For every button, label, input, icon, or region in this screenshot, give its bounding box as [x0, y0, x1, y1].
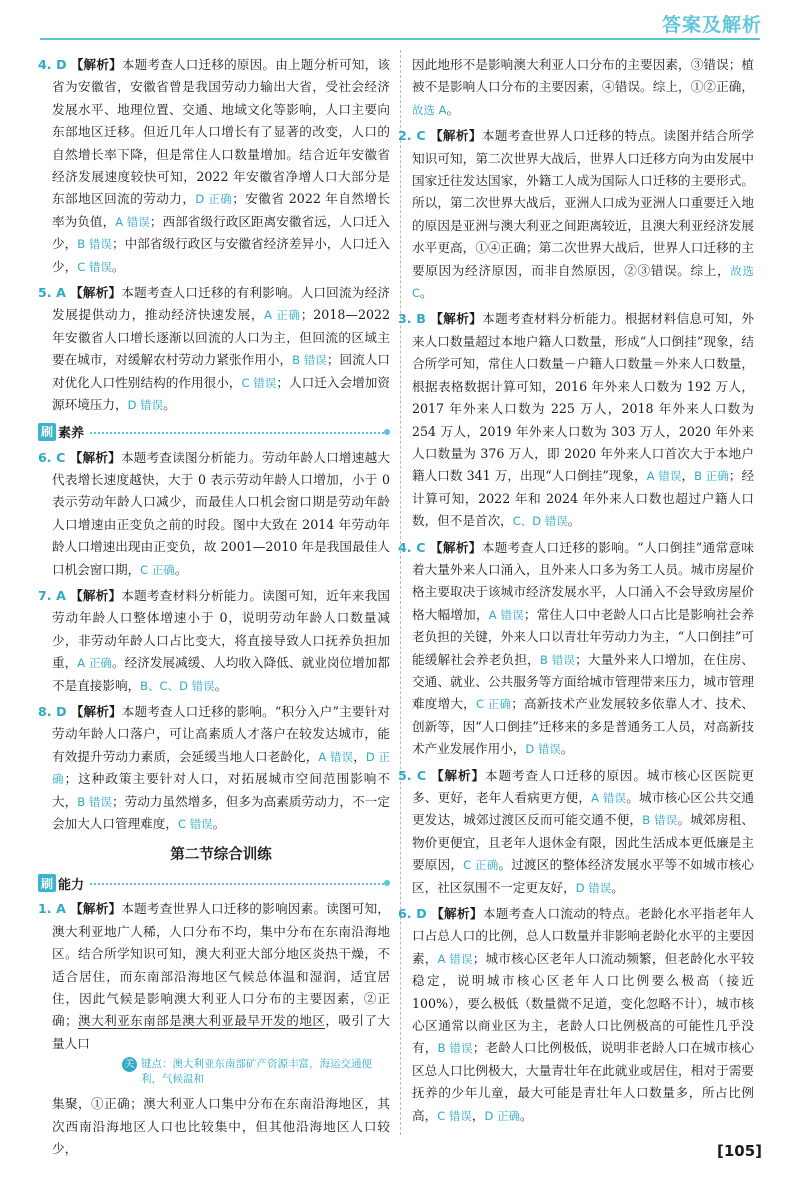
verdict-highlight: C 错误 [241, 375, 277, 390]
answer-number: 7. A [38, 587, 66, 603]
verdict-highlight: A 错误 [437, 951, 473, 966]
answer-number: 4. D [38, 57, 67, 72]
key-point-callout [122, 1057, 390, 1087]
header-divider [40, 38, 760, 40]
left-column [38, 54, 391, 1164]
verdict-highlight: B、C、D 错误 [140, 678, 215, 693]
verdict-highlight: B 正确 [694, 469, 729, 484]
verdict-highlight: D 错误 [127, 398, 164, 413]
analysis-tag: 【解析】 [429, 539, 482, 555]
brush-icon: 刷 [38, 874, 56, 892]
column-divider [400, 50, 401, 1135]
analysis-tag: 【解析】 [69, 449, 121, 465]
page-number: [105] [716, 1142, 762, 1160]
dot-icon [384, 429, 390, 435]
section-title: 第二节综合训练 [170, 846, 272, 864]
verdict-highlight: A 错误 [318, 749, 354, 764]
answer-number: 6. D [398, 906, 427, 922]
answer-number: 1. A [38, 901, 66, 917]
answer-item-8: 8. D 【解析】本题考查人口迁移的影响。“积分入户”主要针对劳动年龄人口落户，可让高素质人才落户在较发达城市，能有效提升劳动力素质，会延缓当地人口老龄化，A 错误，D 正确；这种政策主要针对人口，对拓展城市空间范围影响不大，B 错误；劳动力虽然增多，但多为高素质劳动力，不一定会加大人口管理难度，C 错误。 [38, 703, 391, 831]
answer-number: 5. A [38, 285, 66, 301]
analysis-tag: 【解析】 [70, 901, 122, 917]
verdict-highlight: C、D 错误 [512, 514, 568, 529]
verdict-highlight: A 错误 [591, 791, 627, 805]
answer-number: 3. B [398, 311, 426, 327]
section-bar-suyang [38, 421, 390, 443]
dotted-rule [90, 883, 384, 885]
verdict-highlight: A 错误 [115, 214, 150, 229]
answer-item-6: 6. C 【解析】本题考查读图分析能力。劳动年龄人口增速越大代表增长速度越快，大于 0 表示劳动年龄人口增加，小于 0 表示劳动年龄人口减少，而最佳人口机会窗口期是劳动年龄人口增速由正变负之前的时段。图中大致在 2014 年劳动年龄人口增速出现由正变负，故 2001—2010 年是我国最佳人口机会窗口期，C 正确。 [38, 449, 390, 577]
verdict-highlight: D 正确 [195, 192, 233, 207]
brush-icon: 刷 [38, 423, 56, 441]
verdict-highlight: D 错误 [575, 880, 612, 895]
underlined-key-phrase: 澳大利亚东南部是澳大利亚最早开发的地区 [77, 1013, 326, 1029]
analysis-tag: 【解析】 [70, 285, 122, 301]
answer-item-1-continued-right: 因此地形不是影响澳大利亚人口分布的主要因素，③错误；植被不是影响人口分布的主要因素，④错误。综上，①②正确，故选 A。 [412, 57, 754, 117]
section-label: 能力 [58, 877, 85, 893]
analysis-tag: 【解析】 [430, 767, 485, 783]
analysis-tag: 【解析】 [431, 906, 483, 922]
verdict-highlight: D 正确 [52, 749, 391, 787]
answer-item-5: 5. A 【解析】本题考查人口迁移的有利影响。人口回流为经济发展提供动力，推动经济快速发展，A 正确；2018—2022 年安徽省人口增长逐渐以回流的人口为主，但回流的区域主要在城市，对缓解农村劳动力紧张作用小，B 错误；回流人口对优化人口性别结构的作用很小，C 错误；人口迁入会增加资源环境压力，D 错误。 [38, 285, 391, 413]
answer-item-4-right: 4. C 【解析】本题考查人口迁移的影响。“人口倒挂”通常意味着大量外来人口涌入，且外来人口多为务工人员。城市房屋价格主要取决于该城市经济发展水平，人口涌入不会导致房屋价格大幅增加，A 错误；常住人口中老龄人口占比是影响社会养老负担的关键，外来人口以青壮年劳动力为主，“人口倒挂”可能缓解社会养老负担，B 错误；大量外来人口增加，在住房、交通、就业、公共服务等方面给城市管理带来压力，城市管理难度增大，C 正确；高新技术产业发展较多依靠人才、技术、创新等，因“人口倒挂”迁移来的多是普通务工人员，对高新技术产业发展作用小，D 错误。 [398, 539, 755, 757]
verdict-highlight: C 错误 [77, 259, 112, 274]
key-point-text: 键点：澳大利亚东南部矿产资源丰富，海运交通便利，气候温和 [141, 1058, 372, 1086]
verdict-highlight: C 正确 [140, 562, 175, 577]
analysis-tag: 【解析】 [70, 587, 122, 603]
analysis-tag: 【解析】 [70, 57, 122, 72]
answer-item-1-continued: 集聚，①正确；澳大利亚人口集中分布在东南沿海地区，其次西南沿海地区人口也比较集中，但其他沿海地区人口较少， [52, 1096, 390, 1157]
analysis-tag: 【解析】 [70, 703, 122, 719]
header-title: 答案及解析 [661, 14, 762, 36]
answer-number: 2. C [398, 128, 426, 144]
verdict-highlight: B 错误 [539, 652, 576, 667]
section-bar-nengli [38, 872, 390, 894]
answer-item-1: 1. A 【解析】本题考查世界人口迁移的影响因素。读图可知，澳大利亚地广人稀，人口分布不均，集中分布在东南沿海地区。结合所学知识可知，澳大利亚大部分地区炎热干燥，不适合居住，而东南部沿海地区气候总体温和湿润，适宜居住，因此气候是影响澳大利亚人口分布的主要因素，②正确；澳大利亚东南部是澳大利亚最早开发的地区，吸引了大量人口 [38, 901, 391, 1051]
key-point-icon: 关 [122, 1057, 137, 1072]
answer-item-5-right: 5. C 【解析】本题考查人口迁移的原因。城市核心区医院更多、更好，老年人看病更方便，A 错误。城市核心区公共交通更发达，城郊过渡区反而可能交通不便，B 错误。城郊房租、物价更便宜，且老年人退休金有限，因此生活成本更低廉是主要原因，C 正确。过渡区的整体经济发展水平等不如城市核心区，社区氛围不一定更友好，D 错误。 [398, 767, 755, 895]
answer-item-6-right: 6. D 【解析】本题考查人口流动的特点。老龄化水平指老年人口占总人口的比例，总人口数量并非影响老龄化水平的主要因素，A 错误；城市核心区老年人口流动频繁，但老龄化水平较稳定，说明城市核心区老年人口比例要么极高（接近 100%），要么极低（数量微不足道，变化忽略不计），城市核心区通常以商业区为主，老龄人口比例极高的可能性几乎没有，B 错误；老龄人口比例极低，说明非老龄人口在城市核心区总人口比例极大，大量青壮年在此就业或居住，相对于需要抚养的少年儿童，最大可能是青壮年人口数量多，所占比例高，C 错误，D 正确。 [398, 906, 755, 1123]
verdict-highlight: C 错误 [437, 1108, 472, 1123]
verdict-highlight: C 正确 [475, 697, 512, 712]
verdict-highlight: C 正确 [463, 858, 499, 873]
answer-item-3: 3. B 【解析】本题考查材料分析能力。根据材料信息可知，外来人口数量超过本地户籍人口数量，形成“人口倒挂”现象，结合所学可知，常住人口数量－户籍人口数量＝外来人口数量，根据表格数据计算可知，2016 年外来人口数为 192 万人，2017 年外来人口数为 225 万人，2018 年外来人口数为 254 万人，2019 年外来人口数为 303 万人，2020 年外来人口数量为 376 万人，即 2020 年外来人口首次大于本地户籍人口数 341 万，出现“人口倒挂”现象，A 错误，B 正确；经计算可知，2022 年和 2024 年外来人口数也超过户籍人口数，但不是首次，C、D 错误。 [398, 311, 755, 529]
answer-number: 8. D [38, 703, 67, 719]
verdict-highlight: B 错误 [437, 1041, 473, 1056]
dotted-rule [90, 432, 384, 434]
verdict-highlight: B 错误 [77, 794, 112, 809]
verdict-highlight: B 错误 [77, 237, 112, 252]
analysis-tag: 【解析】 [430, 311, 483, 327]
verdict-highlight: 故选 C [412, 263, 755, 301]
dot-icon [384, 880, 390, 886]
verdict-highlight: D 错误 [525, 742, 561, 757]
analysis-tag: 【解析】 [429, 128, 482, 144]
verdict-highlight: A 正确 [264, 308, 301, 323]
answer-number: 5. C [398, 767, 427, 783]
verdict-highlight: 故选 A [412, 102, 447, 117]
answer-number: 4. C [398, 539, 426, 555]
right-column [398, 54, 755, 1131]
verdict-highlight: D 正确 [484, 1108, 520, 1123]
answer-item-4: 4. D 【解析】本题考查人口迁移的原因。由上题分析可知，该省为安徽省，安徽省曾是我国劳动力输出大省，受社会经济发展水平、地理位置、交通、地域文化等影响，人口主要向东部地区迁移。但近几年人口增长有了显著的改变，人口的自然增长率下降，但是常住人口数量增加。结合近年安徽省经济发展速度较快可知，2022 年安徽省净增人口大部分是东部地区回流的劳动力，D 正确；安徽省 2022 年自然增长率为负值，A 错误；西部省级行政区距离安徽省远，人口迁入少，B 错误；中部省级行政区与安徽省经济差异小，人口迁入少，C 错误。 [38, 57, 391, 274]
verdict-highlight: A 错误 [646, 469, 682, 484]
verdict-highlight: C 错误 [177, 817, 213, 831]
section-label: 素养 [58, 426, 85, 441]
answer-item-2: 2. C 【解析】本题考查世界人口迁移的特点。读图并结合所学知识可知，第二次世界大战后，世界人口迁移方向为由发展中国家迁往发达国家，外籍工人成为国际人口迁移的主要形式。所以，第二次世界大战后，亚洲人口成为亚洲人口重要迁入地的原因是亚洲与澳大利亚之间距离较近，且澳大利亚经济发展水平更高，①④正确；第二次世界大战后，世界人口迁移的主要原因为经济原因，而非自然原因，②③错误。综上，故选 C。 [398, 128, 755, 301]
verdict-highlight: B 错误 [292, 353, 327, 368]
verdict-highlight: A 正确 [77, 656, 112, 671]
verdict-highlight: B 错误 [642, 813, 678, 828]
answer-item-7: 7. A 【解析】本题考查材料分析能力。读图可知，近年来我国劳动年龄人口整体增速小于 0，说明劳动年龄人口数量减少，非劳动年龄人口占比变大，将直接导致人口抚养负担加重，A 正确。经济发展减缓、人均收入降低、就业岗位增加都不是直接影响，B、C、D 错误。 [38, 587, 390, 693]
verdict-highlight: A 错误 [488, 607, 524, 622]
answer-number: 6. C [38, 449, 66, 465]
